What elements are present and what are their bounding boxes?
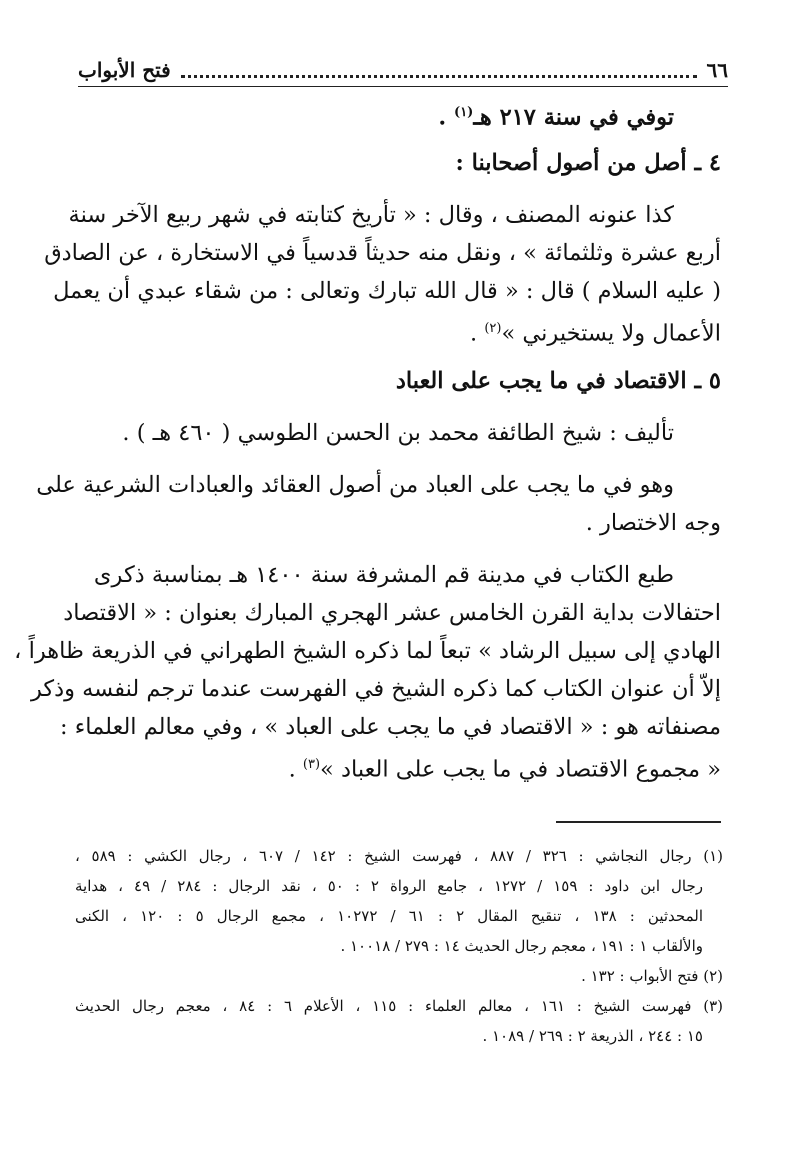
footnote-line-4: والألقاب ١ : ١٩١ ، معجم رجال الحديث ١٤ : ٢٧٩ / ١٠٠١٨ . (340, 937, 703, 955)
body-line-1: توفي في سنة ٢١٧ هـ$^{(١)}$ . (438, 104, 674, 131)
body-line-12: احتفالات بداية القرن الخامس عشر الهجري المبارك بعنوان : « الاقتصاد (63, 600, 721, 626)
body-line-10: وجه الاختصار . (585, 510, 721, 536)
section-heading-5: ٥ ـ الاقتصاد في ما يجب على العباد (395, 368, 721, 394)
body-line-5: ( عليه السلام ) قال : « قال الله تبارك وتعالى : من شقاء عبدي أن يعمل (53, 278, 721, 304)
running-title: فتح الأبواب (78, 58, 171, 82)
footnote-ref-1: (١) (454, 105, 474, 120)
page-number: ٦٦ (706, 58, 728, 82)
footnote-separator (556, 821, 721, 823)
footnote-ref-2: (٢) (484, 321, 502, 336)
footnote-line-3: المحدثين : ١٣٨ ، تنقيح المقال ٢ : ٦١ / ١٠٢٧٢ ، مجمع الرجال ٥ : ١٢٠ ، الكنى (75, 907, 703, 925)
body-line-13: الهادي إلى سبيل الرشاد » تبعاً لما ذكره الشيخ الطهراني في الذريعة ظاهراً ، (14, 638, 721, 664)
section-heading-4: ٤ ـ أصل من أصول أصحابنا : (455, 150, 721, 176)
body-line-11: طبع الكتاب في مدينة قم المشرفة سنة ١٤٠٠ هـ بمناسبة ذكرى (93, 562, 674, 588)
body-line-9: وهو في ما يجب على العباد من أصول العقائد والعبادات الشرعية على (36, 472, 674, 498)
body-line-6: الأعمال ولا يستخيرني »$^{(٢)}$ . (470, 320, 721, 347)
body-line-16: « مجموع الاقتصاد في ما يجب على العباد »$^{(٣)}$ . (288, 756, 721, 783)
body-line-8: تأليف : شيخ الطائفة محمد بن الحسن الطوسي ( ٤٦٠ هـ ) . (122, 420, 674, 446)
footnote-line-5: (٢) فتح الأبواب : ١٣٢ . (581, 967, 723, 985)
header-dot-leader (181, 75, 697, 78)
body-line-3: كذا عنونه المصنف ، وقال : « تأريخ كتابته في شهر ربيع الآخر سنة (68, 202, 674, 228)
footnote-line-7: ١٥ : ٢٤٤ ، الذريعة ٢ : ٢٦٩ / ١٠٨٩ . (482, 1027, 703, 1045)
footnote-line-1: (١) رجال النجاشي : ٣٢٦ / ٨٨٧ ، فهرست الشيخ : ١٤٢ / ٦٠٧ ، رجال الكشي : ٥٨٩ ، (75, 847, 723, 865)
page-header (78, 50, 728, 87)
body-line-14: إلاّ أن عنوان الكتاب كما ذكره الشيخ في الفهرست عندما ترجم لنفسه وذكر (30, 676, 721, 702)
footnote-line-2: رجال ابن داود : ١٥٩ / ١٢٧٢ ، جامع الرواة ٢ : ٥٠ ، نقد الرجال : ٢٨٤ / ٤٩ ، هداية (75, 877, 703, 895)
body-line-15: مصنفاته هو : « الاقتصاد في ما يجب على العباد » ، وفي معالم العلماء : (59, 714, 721, 740)
body-line-4: أربع عشرة وثلثمائة » ، ونقل منه حديثاً قدسياً في الاستخارة ، عن الصادق (44, 240, 721, 266)
footnote-ref-3: (٣) (302, 757, 321, 772)
footnote-line-6: (٣) فهرست الشيخ : ١٦١ ، معالم العلماء : ١١٥ ، الأعلام ٦ : ٨٤ ، معجم رجال الحديث (75, 997, 723, 1015)
